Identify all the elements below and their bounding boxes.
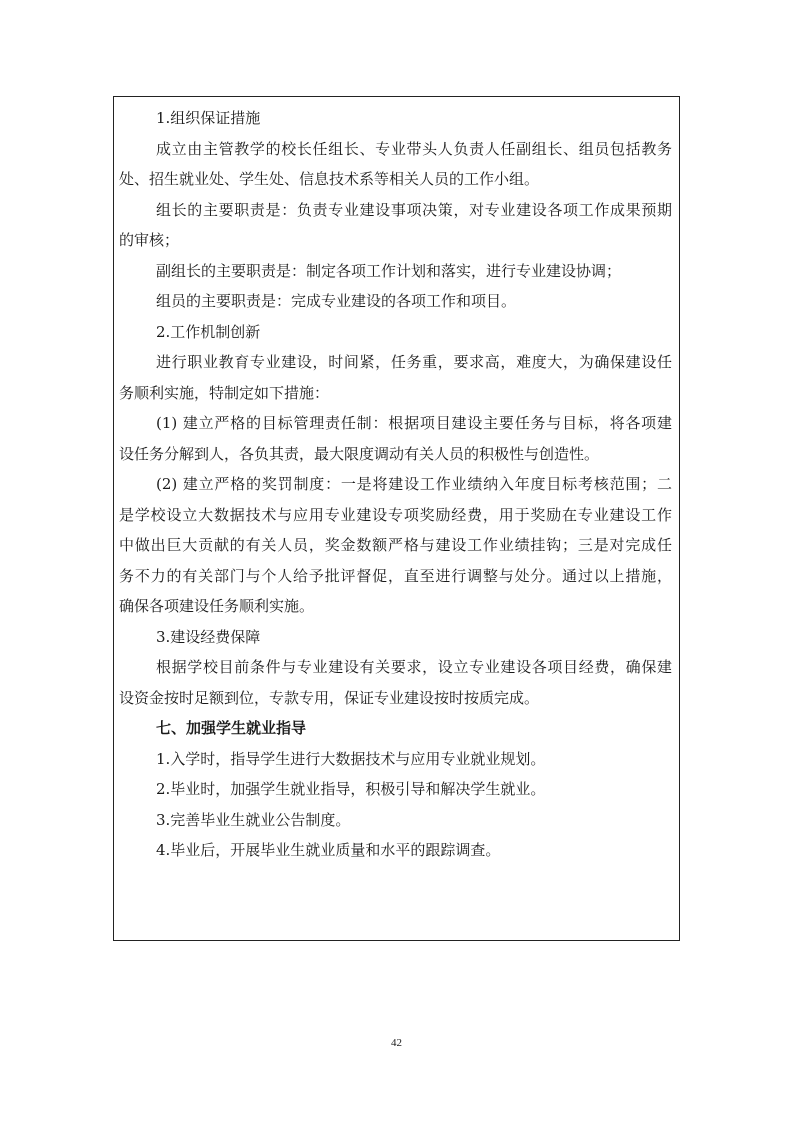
text-line: 组员的主要职责是：完成专业建设的各项工作和项目。 <box>156 292 517 310</box>
text-line: (1) 建立严格的目标管理责任制：根据项目建设主要任务与目标，将各项建 <box>156 414 672 432</box>
section-heading: 七、加强学生就业指导 <box>156 719 307 737</box>
text-line: 确保各项建设任务顺利实施。 <box>119 597 315 615</box>
page-number: 42 <box>391 1037 402 1049</box>
text-line: 3.建设经费保障 <box>156 627 261 646</box>
text-line: 设资金按时足额到位，专款专用，保证专业建设按时按质完成。 <box>119 688 540 707</box>
document-body <box>119 103 672 866</box>
text-line: 组长的主要职责是：负责专业建设事项决策，对专业建设各项工作成果预期 <box>156 200 672 219</box>
text-line: 根据学校目前条件与专业建设有关要求，设立专业建设各项目经费，确保建 <box>156 658 672 676</box>
text-line: 4.毕业后，开展毕业生就业质量和水平的跟踪调查。 <box>156 841 501 859</box>
text-line: 务顺利实施，特制定如下措施： <box>119 383 330 402</box>
text-line: 2.毕业时，加强学生就业指导，积极引导和解决学生就业。 <box>156 780 546 798</box>
text-line: 成立由主管教学的校长任组长、专业带头人负责人任副组长、组员包括教务 <box>156 139 672 158</box>
text-line: 副组长的主要职责是：制定各项工作计划和落实，进行专业建设协调； <box>156 261 622 280</box>
text-line: 进行职业教育专业建设，时间紧，任务重，要求高，难度大，为确保建设任 <box>156 353 672 371</box>
text-line: 务不力的有关部门与个人给予批评督促，直至进行调整与处分。通过以上措施， <box>119 566 672 585</box>
text-line: 2.工作机制创新 <box>156 322 261 341</box>
text-line: 设任务分解到人，各负其责，最大限度调动有关人员的积极性与创造性。 <box>119 444 600 463</box>
text-line: 中做出巨大贡献的有关人员，奖金数额严格与建设工作业绩挂钩；三是对完成任 <box>119 536 672 554</box>
text-line: 1.组织保证措施 <box>156 109 261 127</box>
text-line: (2) 建立严格的奖罚制度：一是将建设工作业绩纳入年度目标考核范围；二 <box>156 475 672 493</box>
text-line: 1.入学时，指导学生进行大数据技术与应用专业就业规划。 <box>156 749 546 768</box>
text-line: 是学校设立大数据技术与应用专业建设专项奖励经费，用于奖励在专业建设工作 <box>119 505 672 524</box>
text-line: 3.完善毕业生就业公告制度。 <box>156 810 351 829</box>
text-line: 处、招生就业处、学生处、信息技术系等相关人员的工作小组。 <box>119 170 540 188</box>
content-table-cell <box>113 96 680 941</box>
text-line: 的审核； <box>119 231 180 249</box>
